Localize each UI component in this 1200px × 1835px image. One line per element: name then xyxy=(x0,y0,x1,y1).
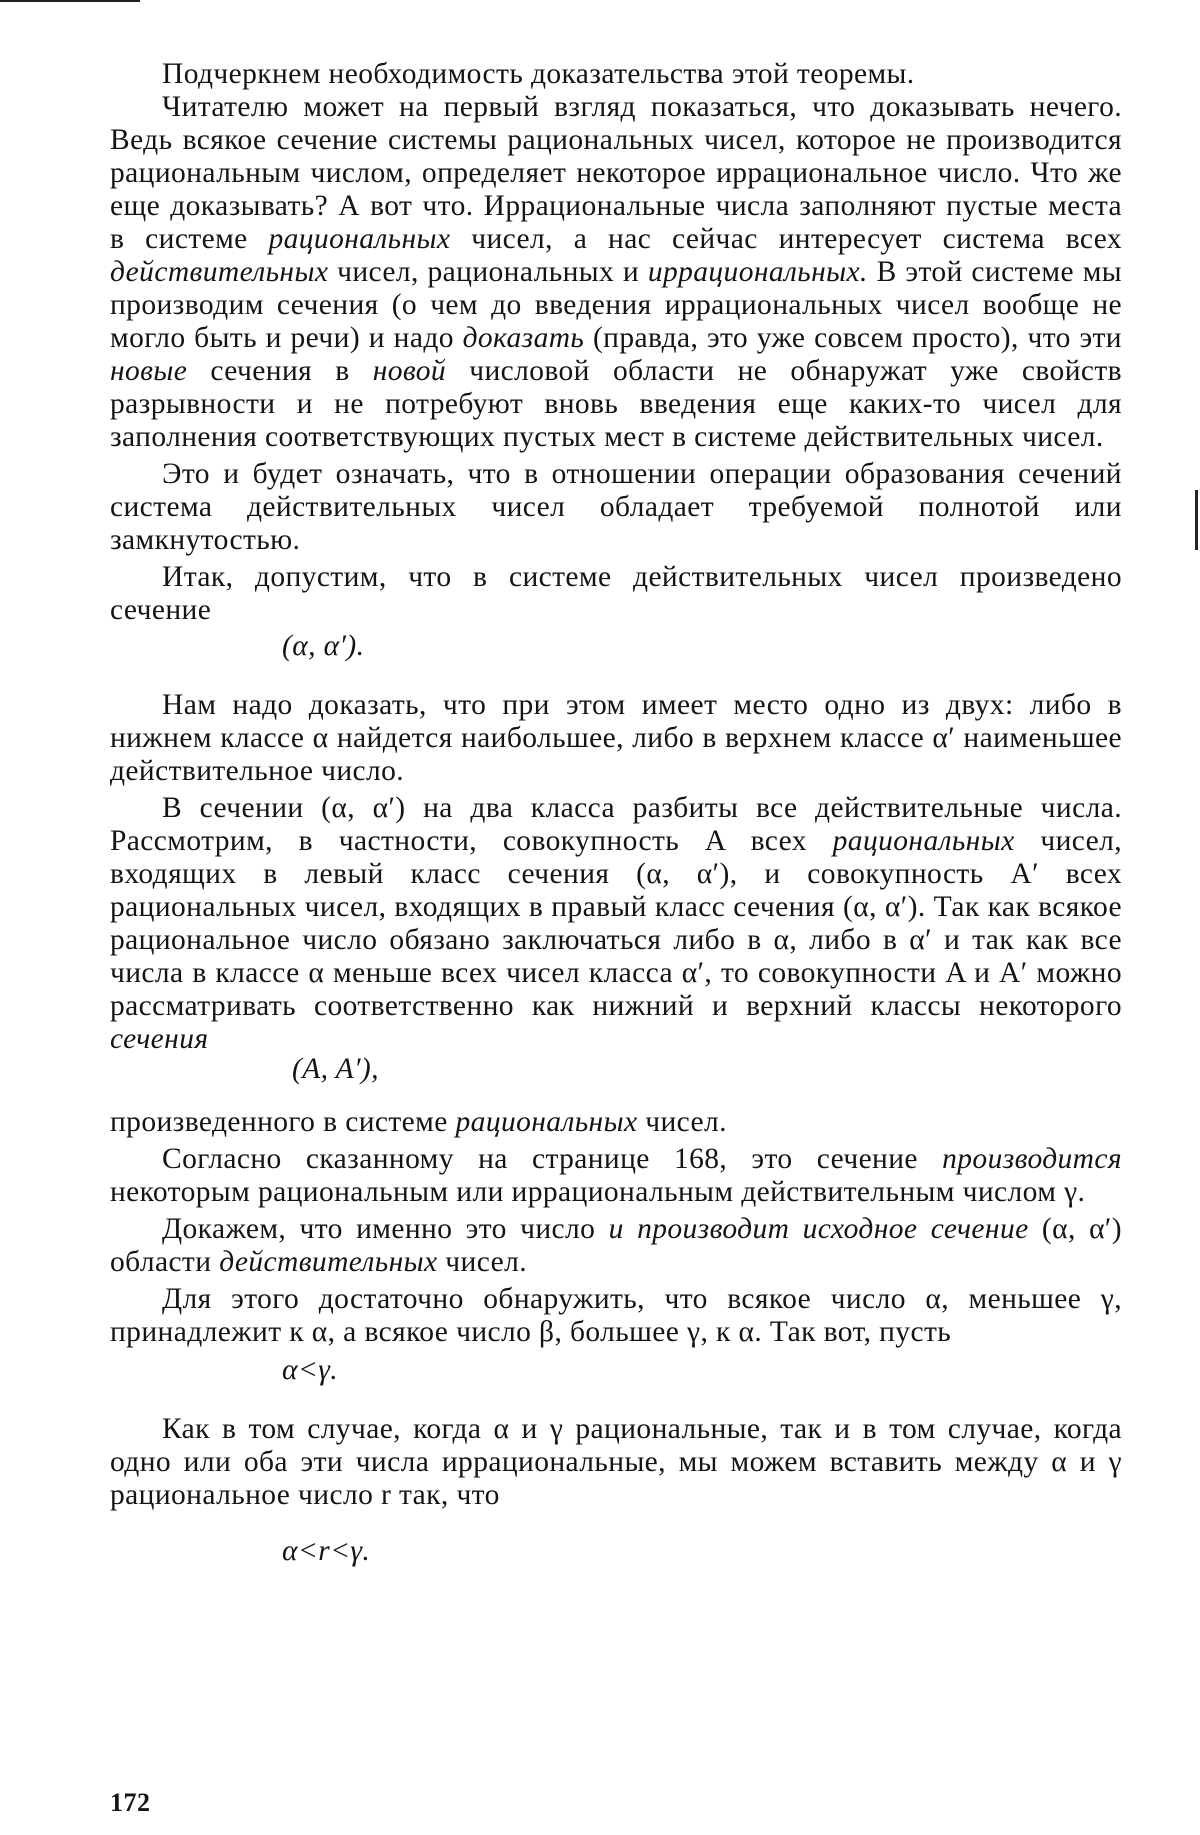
italic-run: рациональных xyxy=(455,1106,638,1138)
italic-run: производится xyxy=(942,1143,1122,1175)
italic-run: действительных xyxy=(110,256,329,288)
formula: α<r<γ. xyxy=(282,1535,371,1567)
margin-mark xyxy=(1195,490,1198,550)
italic-run: доказать xyxy=(462,322,585,354)
italic-run: иррациональных. xyxy=(647,256,868,288)
text-run: В сечении (α, α′) на два класса разбиты все действительные числа. Рассмотрим, в частности, совокупность A всех xyxy=(110,792,1122,857)
italic-run: и производит исходное сечение xyxy=(608,1213,1029,1245)
paragraph: Это и будет означать, что в отношении операции образования сечений система действительных чисел обладает требуемой полнотой или замкнутостью. xyxy=(110,458,1122,556)
paragraph xyxy=(110,1213,1122,1279)
paragraph: Нам надо доказать, что при этом имеет место одно из двух: либо в нижнем классе α найдется наибольшее, либо в верхнем классе α′ наименьшее действительное число. xyxy=(110,689,1122,787)
text-run: (правда, это уже совсем просто), что эти xyxy=(584,322,1122,354)
text-run: Читателю может на первый взгляд показаться, что доказывать нечего. Ведь всякое сечение системы рациональных чисел, которое не производится рациональным числом, определяет некоторое иррациональное число. Что же еще доказывать? А вот что. Иррациональные числа заполняют пустые места в системе xyxy=(110,91,1122,255)
text-run: чисел, входящих в левый класс сечения (α, α′), и совокупность A′ всех рациональных чисел, входящих в правый класс сечения (α, α′). Так как всякое рациональное число обязано заключаться либо в α, либо в α′ и так как все числа в классе α меньше всех чисел класса α′, то совокупности A и A′ можно рассматривать соответственно как нижний и верхний классы некоторого xyxy=(110,825,1122,1022)
text-run: чисел. xyxy=(437,1246,527,1278)
italic-run: сечения xyxy=(110,1023,209,1055)
page-body xyxy=(110,58,1122,1568)
top-rule xyxy=(0,0,140,2)
paragraph: Для этого достаточно обнаружить, что всякое число α, меньшее γ, принадлежит к α, а всякое число β, большее γ, к α. Так вот, пусть xyxy=(110,1283,1122,1348)
text-run: чисел, а нас сейчас интересует система всех xyxy=(450,223,1122,255)
formula: α<γ. xyxy=(282,1354,338,1386)
italic-run: рациональных xyxy=(268,223,451,255)
italic-run: новой xyxy=(372,355,447,387)
text-run: некоторым рациональным или иррациональным действительным числом γ. xyxy=(110,1176,1086,1208)
paragraph: Итак, допустим, что в системе действительных чисел произведено сечение xyxy=(110,561,1122,626)
text-run: чисел, рациональных и xyxy=(328,256,648,288)
italic-run: действительных xyxy=(219,1246,438,1278)
formula: (A, A′), xyxy=(292,1053,379,1085)
text-run: чисел. xyxy=(637,1106,727,1138)
paragraph xyxy=(110,792,1122,1056)
text-run: (α, α′) области xyxy=(110,1213,1123,1278)
text-run: В этой системе мы производим сечения (о чем до введения иррациональных чисел вообще не могло быть и речи) и надо xyxy=(110,256,1122,354)
paragraph: Подчеркнем необходимость доказательства этой теоремы. xyxy=(162,58,915,90)
italic-run: новые xyxy=(110,355,188,387)
text-run: Согласно сказанному на странице 168, это сечение xyxy=(162,1143,943,1175)
italic-run: рациональных xyxy=(832,825,1015,857)
paragraph xyxy=(110,91,1122,454)
paragraph xyxy=(110,1106,1122,1139)
text-run: Докажем, что именно это число xyxy=(162,1213,609,1245)
text-run: числовой области не обнаружат уже свойств разрывности и не потребуют вновь введения еще каких-то чисел для заполнения соответствующих пустых мест в системе действительных чисел. xyxy=(110,355,1123,453)
text-run: произведенного в системе xyxy=(110,1106,456,1138)
paragraph xyxy=(110,1143,1122,1209)
text-run: сечения в xyxy=(187,355,373,387)
formula: (α, α′). xyxy=(282,630,365,662)
paragraph: Как в том случае, когда α и γ рациональные, так и в том случае, когда одно или оба эти числа иррациональные, мы можем вставить между α и γ рациональное число r так, что xyxy=(110,1413,1122,1511)
page-number: 172 xyxy=(110,1788,151,1817)
